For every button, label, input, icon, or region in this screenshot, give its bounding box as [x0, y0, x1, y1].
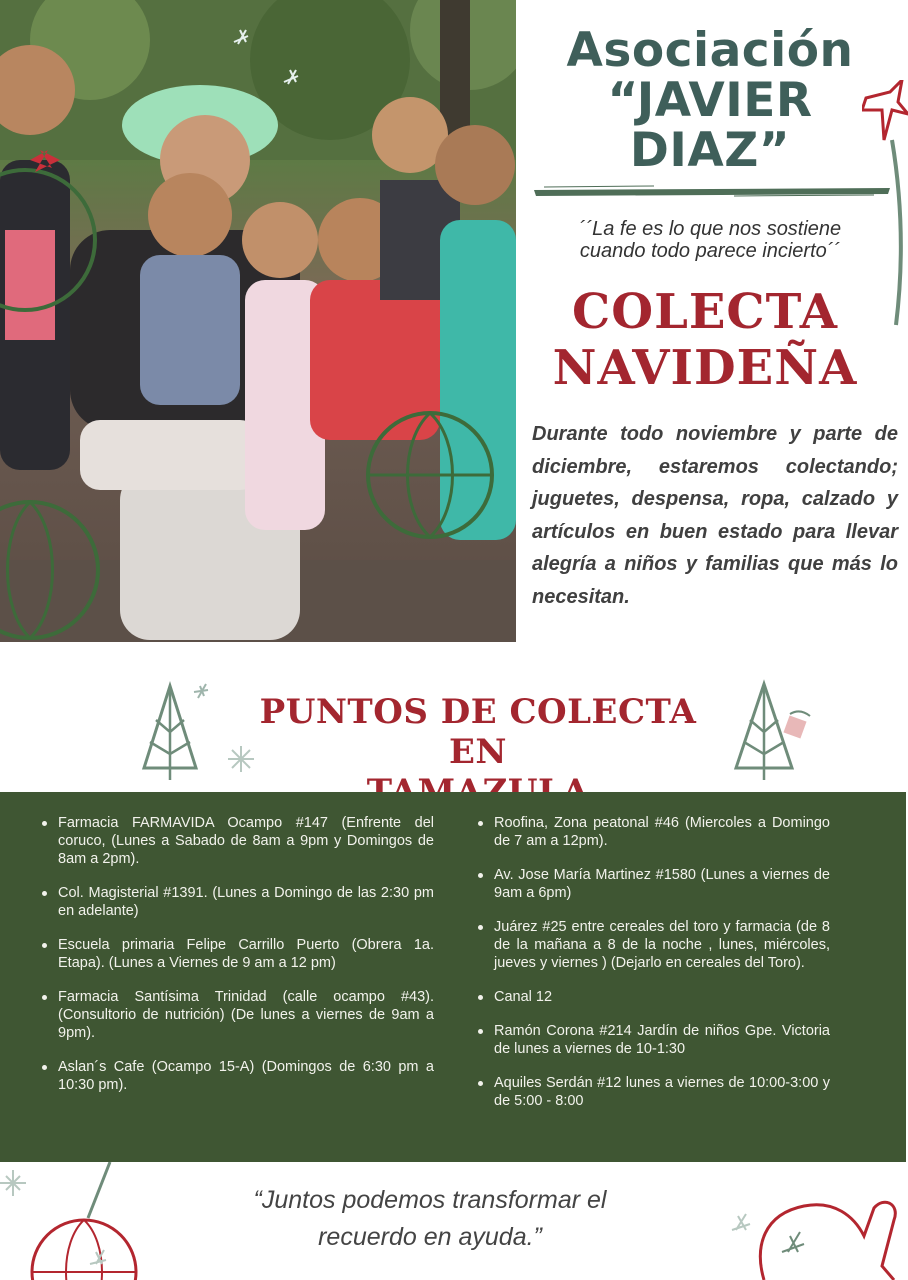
- collection-point-item: Ramón Corona #214 Jardín de niños Gpe. Victoria de lunes a viernes de 10-1:30: [476, 1022, 830, 1058]
- collection-point-item: Escuela primaria Felipe Carrillo Puerto (Obrera 1a. Etapa). (Lunes a Viernes de 9 am a 12 pm): [40, 936, 434, 972]
- collection-point-item: Canal 12: [476, 988, 830, 1006]
- closing-quote-line: recuerdo en ayuda.”: [318, 1223, 542, 1251]
- collection-point-item: Farmacia Santísima Trinidad (calle ocampo #43). (Consultorio de nutrición) (De lunes a viernes de 9am a 9pm).: [40, 988, 434, 1042]
- collection-point-item: Aslan´s Cafe (Ocampo 15-A) (Domingos de 6:30 pm a 10:30 pm).: [40, 1058, 434, 1094]
- faith-quote: [540, 218, 880, 262]
- campaign-title-line: NAVIDEÑA: [552, 340, 858, 396]
- children-group-photo: [0, 0, 516, 642]
- collection-point-item: Roofina, Zona peatonal #46 (Miercoles a Domingo de 7 am a 12pm).: [476, 814, 830, 850]
- photo-illustration: [0, 0, 516, 642]
- org-title-line: Asociación: [566, 23, 854, 78]
- collection-point-item: Col. Magisterial #1391. (Lunes a Domingo de las 2:30 pm en adelante): [40, 884, 434, 920]
- brush-divider: [534, 184, 890, 198]
- organization-title: [530, 23, 890, 178]
- christmas-tree-icon: [730, 678, 816, 784]
- collection-point-item: Juárez #25 entre cereales del toro y farmacia (de 8 de la mañana a 8 de la noche , lunes, miércoles, jueves y viernes ) (Dejarlo en cereales del Toro).: [476, 918, 830, 972]
- campaign-description: Durante todo noviembre y parte de diciembre, estaremos colectando; juguetes, despensa, ropa, calzado y artículos en buen estado para llevar alegría a niños y familias que más lo necesitan.: [532, 423, 898, 608]
- collection-point-item: Farmacia FARMAVIDA Ocampo #147 (Enfrente del coruco, (Lunes a Sabado de 8am a 9pm y Domingos de 8am a 2pm).: [40, 814, 434, 868]
- faith-quote-line: cuando todo parece incierto´´: [579, 240, 841, 262]
- collection-point-item: Aquiles Serdán #12 lunes a viernes de 10:00-3:00 y de 5:00 - 8:00: [476, 1074, 830, 1110]
- collection-points-list-right: [476, 814, 830, 1126]
- closing-quote-line: “Juntos podemos transformar el: [253, 1186, 607, 1214]
- campaign-title-line: COLECTA: [572, 284, 838, 340]
- christmas-tree-icon: [138, 680, 218, 784]
- collection-point-item: Av. Jose María Martinez #1580 (Lunes a viernes de 9am a 6pm): [476, 866, 830, 902]
- org-title-line: “JAVIER: [607, 73, 813, 128]
- collection-points-title-line: PUNTOS DE COLECTA EN: [259, 692, 697, 772]
- org-title-line: DIAZ”: [629, 123, 791, 178]
- faith-quote-line: ´´La fe es lo que nos sostiene: [578, 218, 842, 240]
- mitten-icon: [724, 1196, 908, 1280]
- closing-quote: [220, 1182, 640, 1256]
- collection-points-list-left: [40, 814, 434, 1110]
- collection-points-panel: [0, 792, 906, 1162]
- ornament-icon: [0, 1162, 160, 1280]
- campaign-title: [530, 284, 880, 396]
